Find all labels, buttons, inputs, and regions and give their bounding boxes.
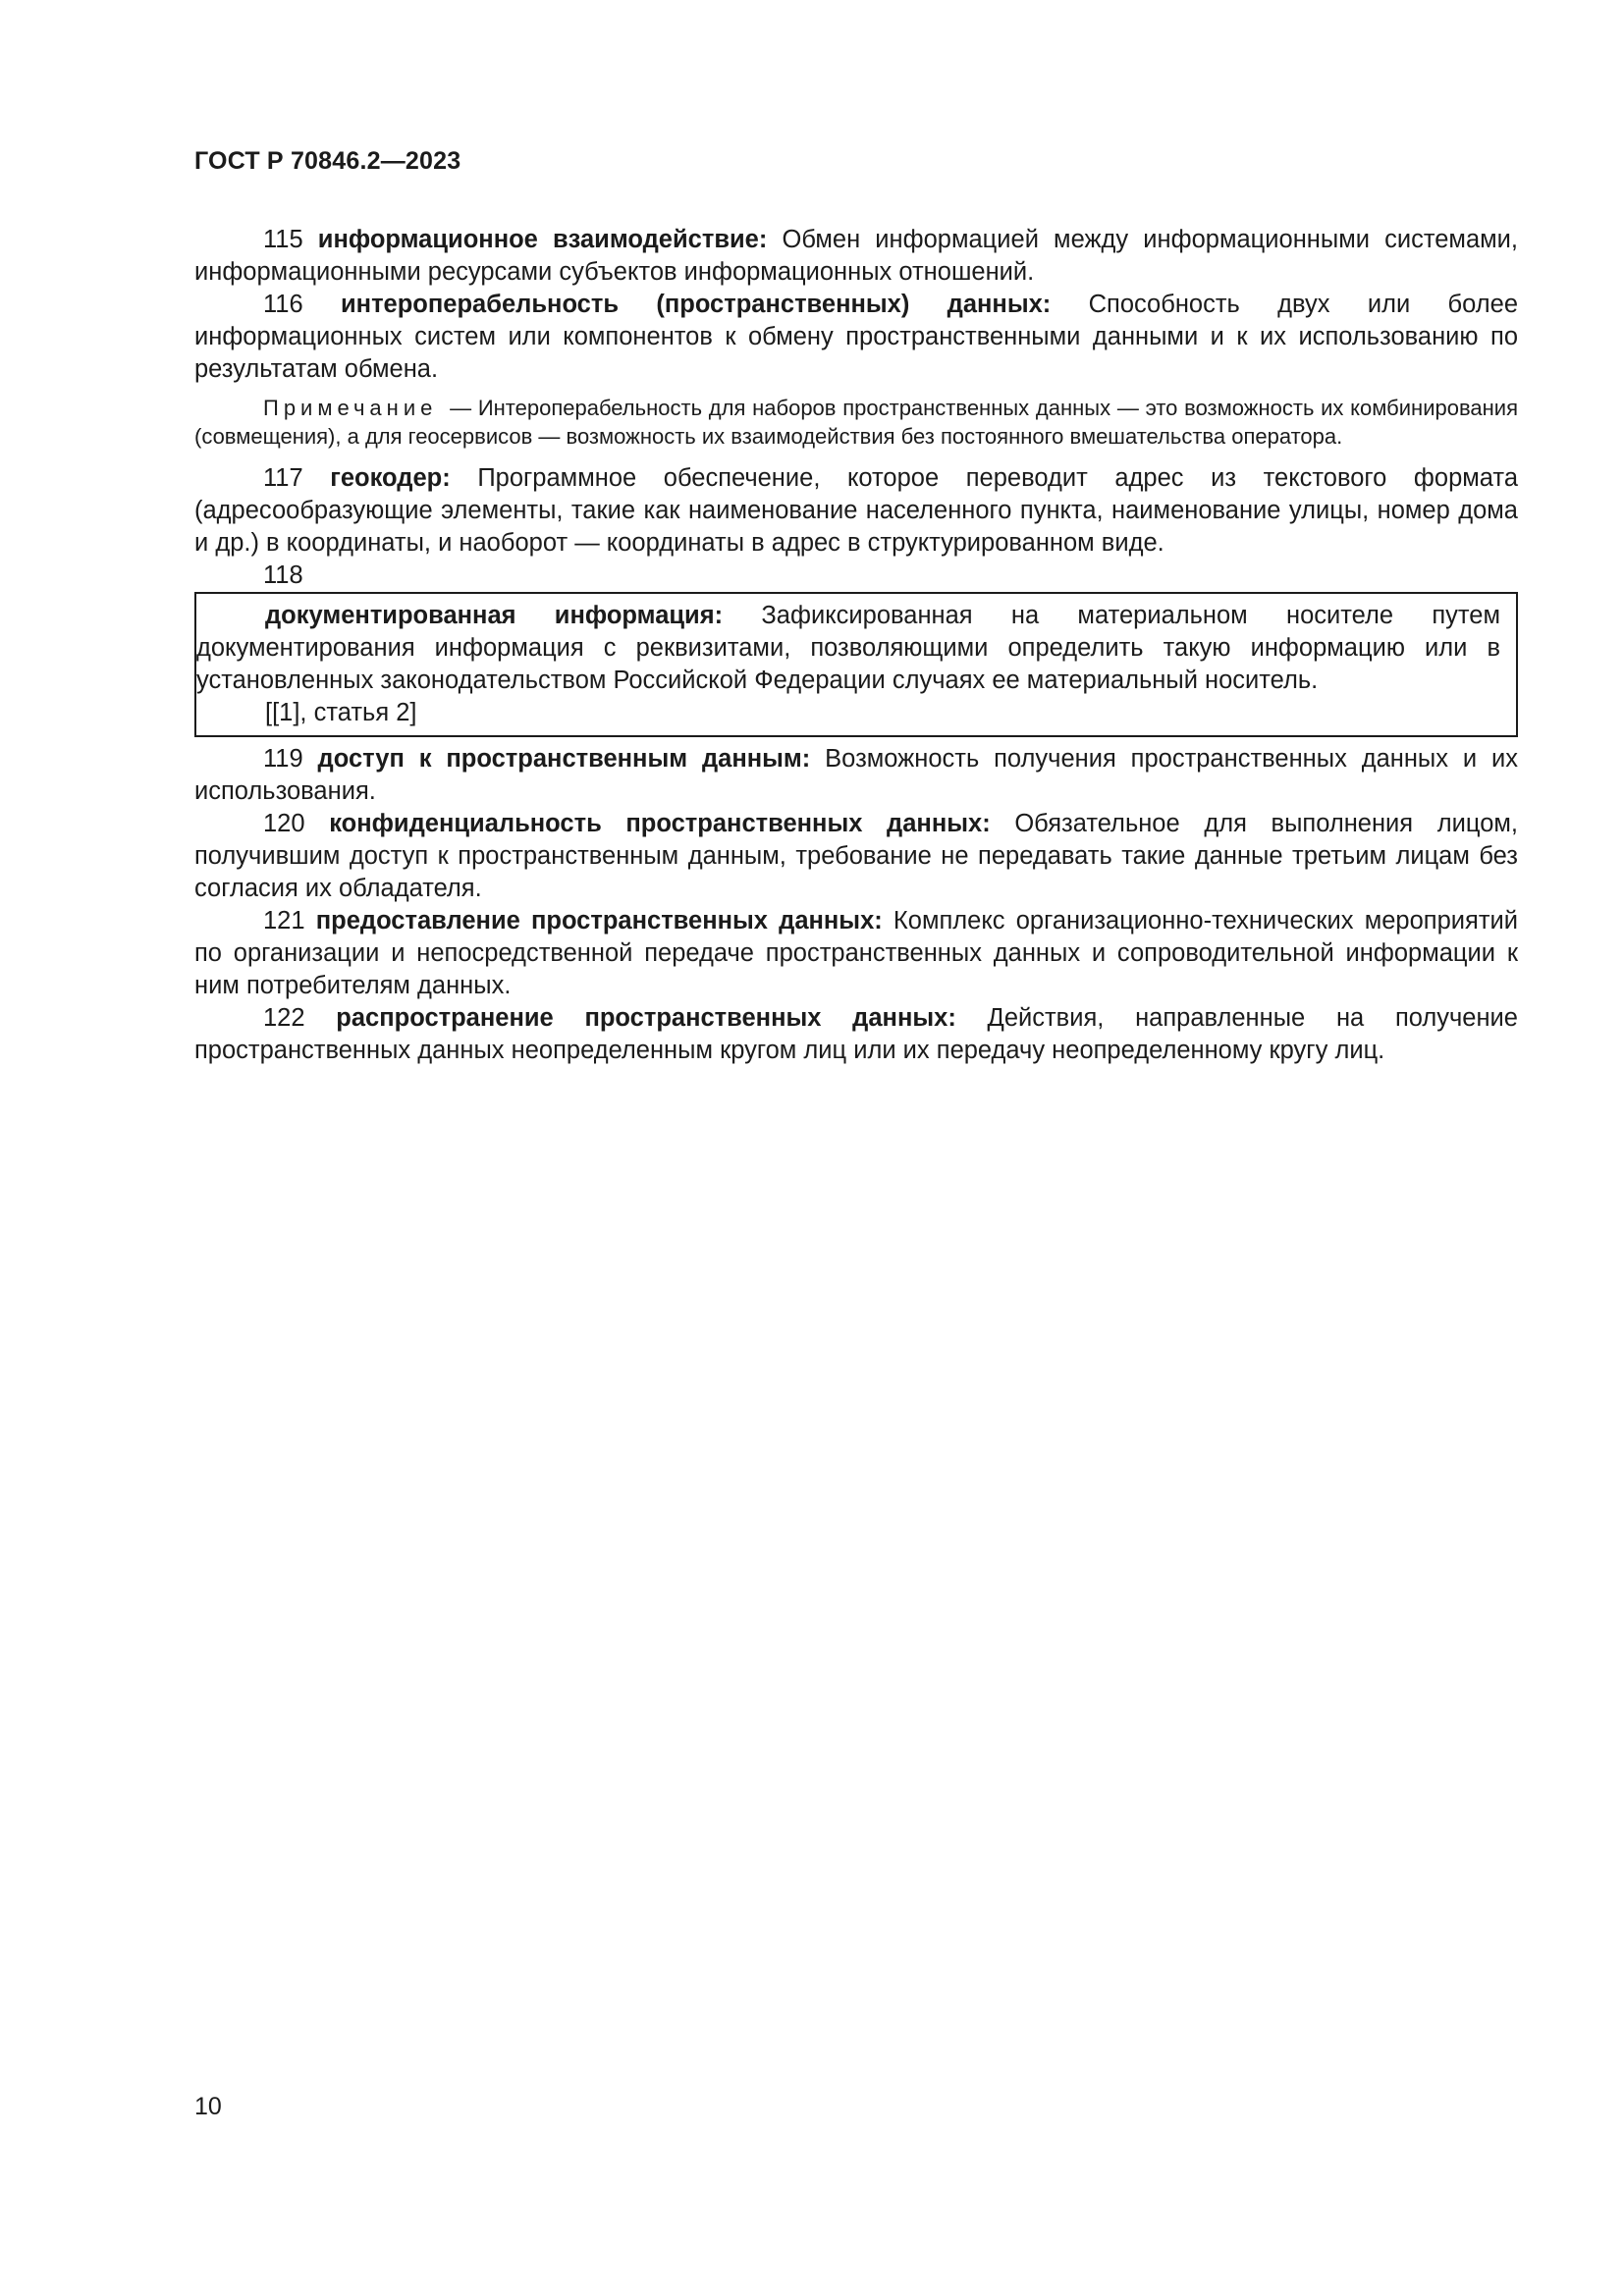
term-title: конфиденциальность пространственных данных: xyxy=(329,810,991,837)
document-body xyxy=(194,224,1518,1067)
term-entry-116 xyxy=(194,289,1518,386)
term-entry-119 xyxy=(194,743,1518,808)
term-number: 122 xyxy=(263,1004,305,1032)
document-code-header: ГОСТ Р 70846.2—2023 xyxy=(194,147,461,175)
term-entry-117 xyxy=(194,462,1518,560)
page-number: 10 xyxy=(194,2093,222,2120)
term-number: 117 xyxy=(263,464,303,492)
note-label: Примечание xyxy=(263,396,438,420)
source-reference: [[1], статья 2] xyxy=(265,699,417,726)
term-title: доступ к пространственным данным: xyxy=(317,745,811,773)
term-definition: Действия, направленные на получение пространственных данных неопределенным кругом лиц или их передачу неопределенному кругу лиц. xyxy=(194,1004,1518,1064)
note-116 xyxy=(194,394,1518,451)
term-entry-115 xyxy=(194,224,1518,289)
term-entry-122 xyxy=(194,1002,1518,1067)
term-definition: Комплекс организационно-технических мероприятий по организации и непосредственной передаче пространственных данных и сопроводительной информации к ним потребителям данных. xyxy=(194,907,1518,999)
term-title: информационное взаимодействие: xyxy=(317,226,768,253)
term-entry-121 xyxy=(194,905,1518,1002)
term-definition: Возможность получения пространственных данных и их использования. xyxy=(194,745,1519,805)
term-title: геокодер: xyxy=(330,464,451,492)
term-definition: Зафиксированная на материальном носителе путем документирования информация с реквизитами, позволяющими определить такую информацию или в установленных законодательством Российской Федерации случаях ее материальный носитель. xyxy=(196,602,1500,694)
term-number: 120 xyxy=(263,810,305,837)
note-text: — Интероперабельность для наборов пространственных данных — это возможность их комбинирования (совмещения), а для геосервисов — возможность их взаимодействия без постоянного вмешательства оператора. xyxy=(194,396,1518,449)
term-definition: Способность двух или более информационных систем или компонентов к обмену пространственными данными и к их использованию по результатам обмена. xyxy=(194,291,1519,383)
term-title: распространение пространственных данных: xyxy=(336,1004,956,1032)
term-definition: Программное обеспечение, которое переводит адрес из текстового формата (адресообразующие элементы, такие как наименование населенного пункта, наименование улицы, номер дома и др.) в координаты, и наоборот — координаты в адрес в структурированном виде. xyxy=(194,464,1518,557)
term-definition: Обязательное для выполнения лицом, получившим доступ к пространственным данным, требование не передавать такие данные третьим лицам без согласия их обладателя. xyxy=(194,810,1518,902)
term-definition: Обмен информацией между информационными системами, информационными ресурсами субъектов информационных отношений. xyxy=(194,226,1518,286)
term-entry-120 xyxy=(194,808,1518,905)
term-number-118: 118 xyxy=(263,561,303,589)
term-number: 115 xyxy=(263,226,303,253)
term-number: 121 xyxy=(263,907,305,934)
term-title: интероперабельность (пространственных) данных: xyxy=(340,291,1052,318)
term-title: документированная информация: xyxy=(265,602,724,629)
term-title: предоставление пространственных данных: xyxy=(315,907,883,934)
quoted-definition-box xyxy=(194,592,1518,737)
term-number: 119 xyxy=(263,745,303,773)
term-entry-118 xyxy=(196,600,1500,697)
term-number: 116 xyxy=(263,291,303,318)
